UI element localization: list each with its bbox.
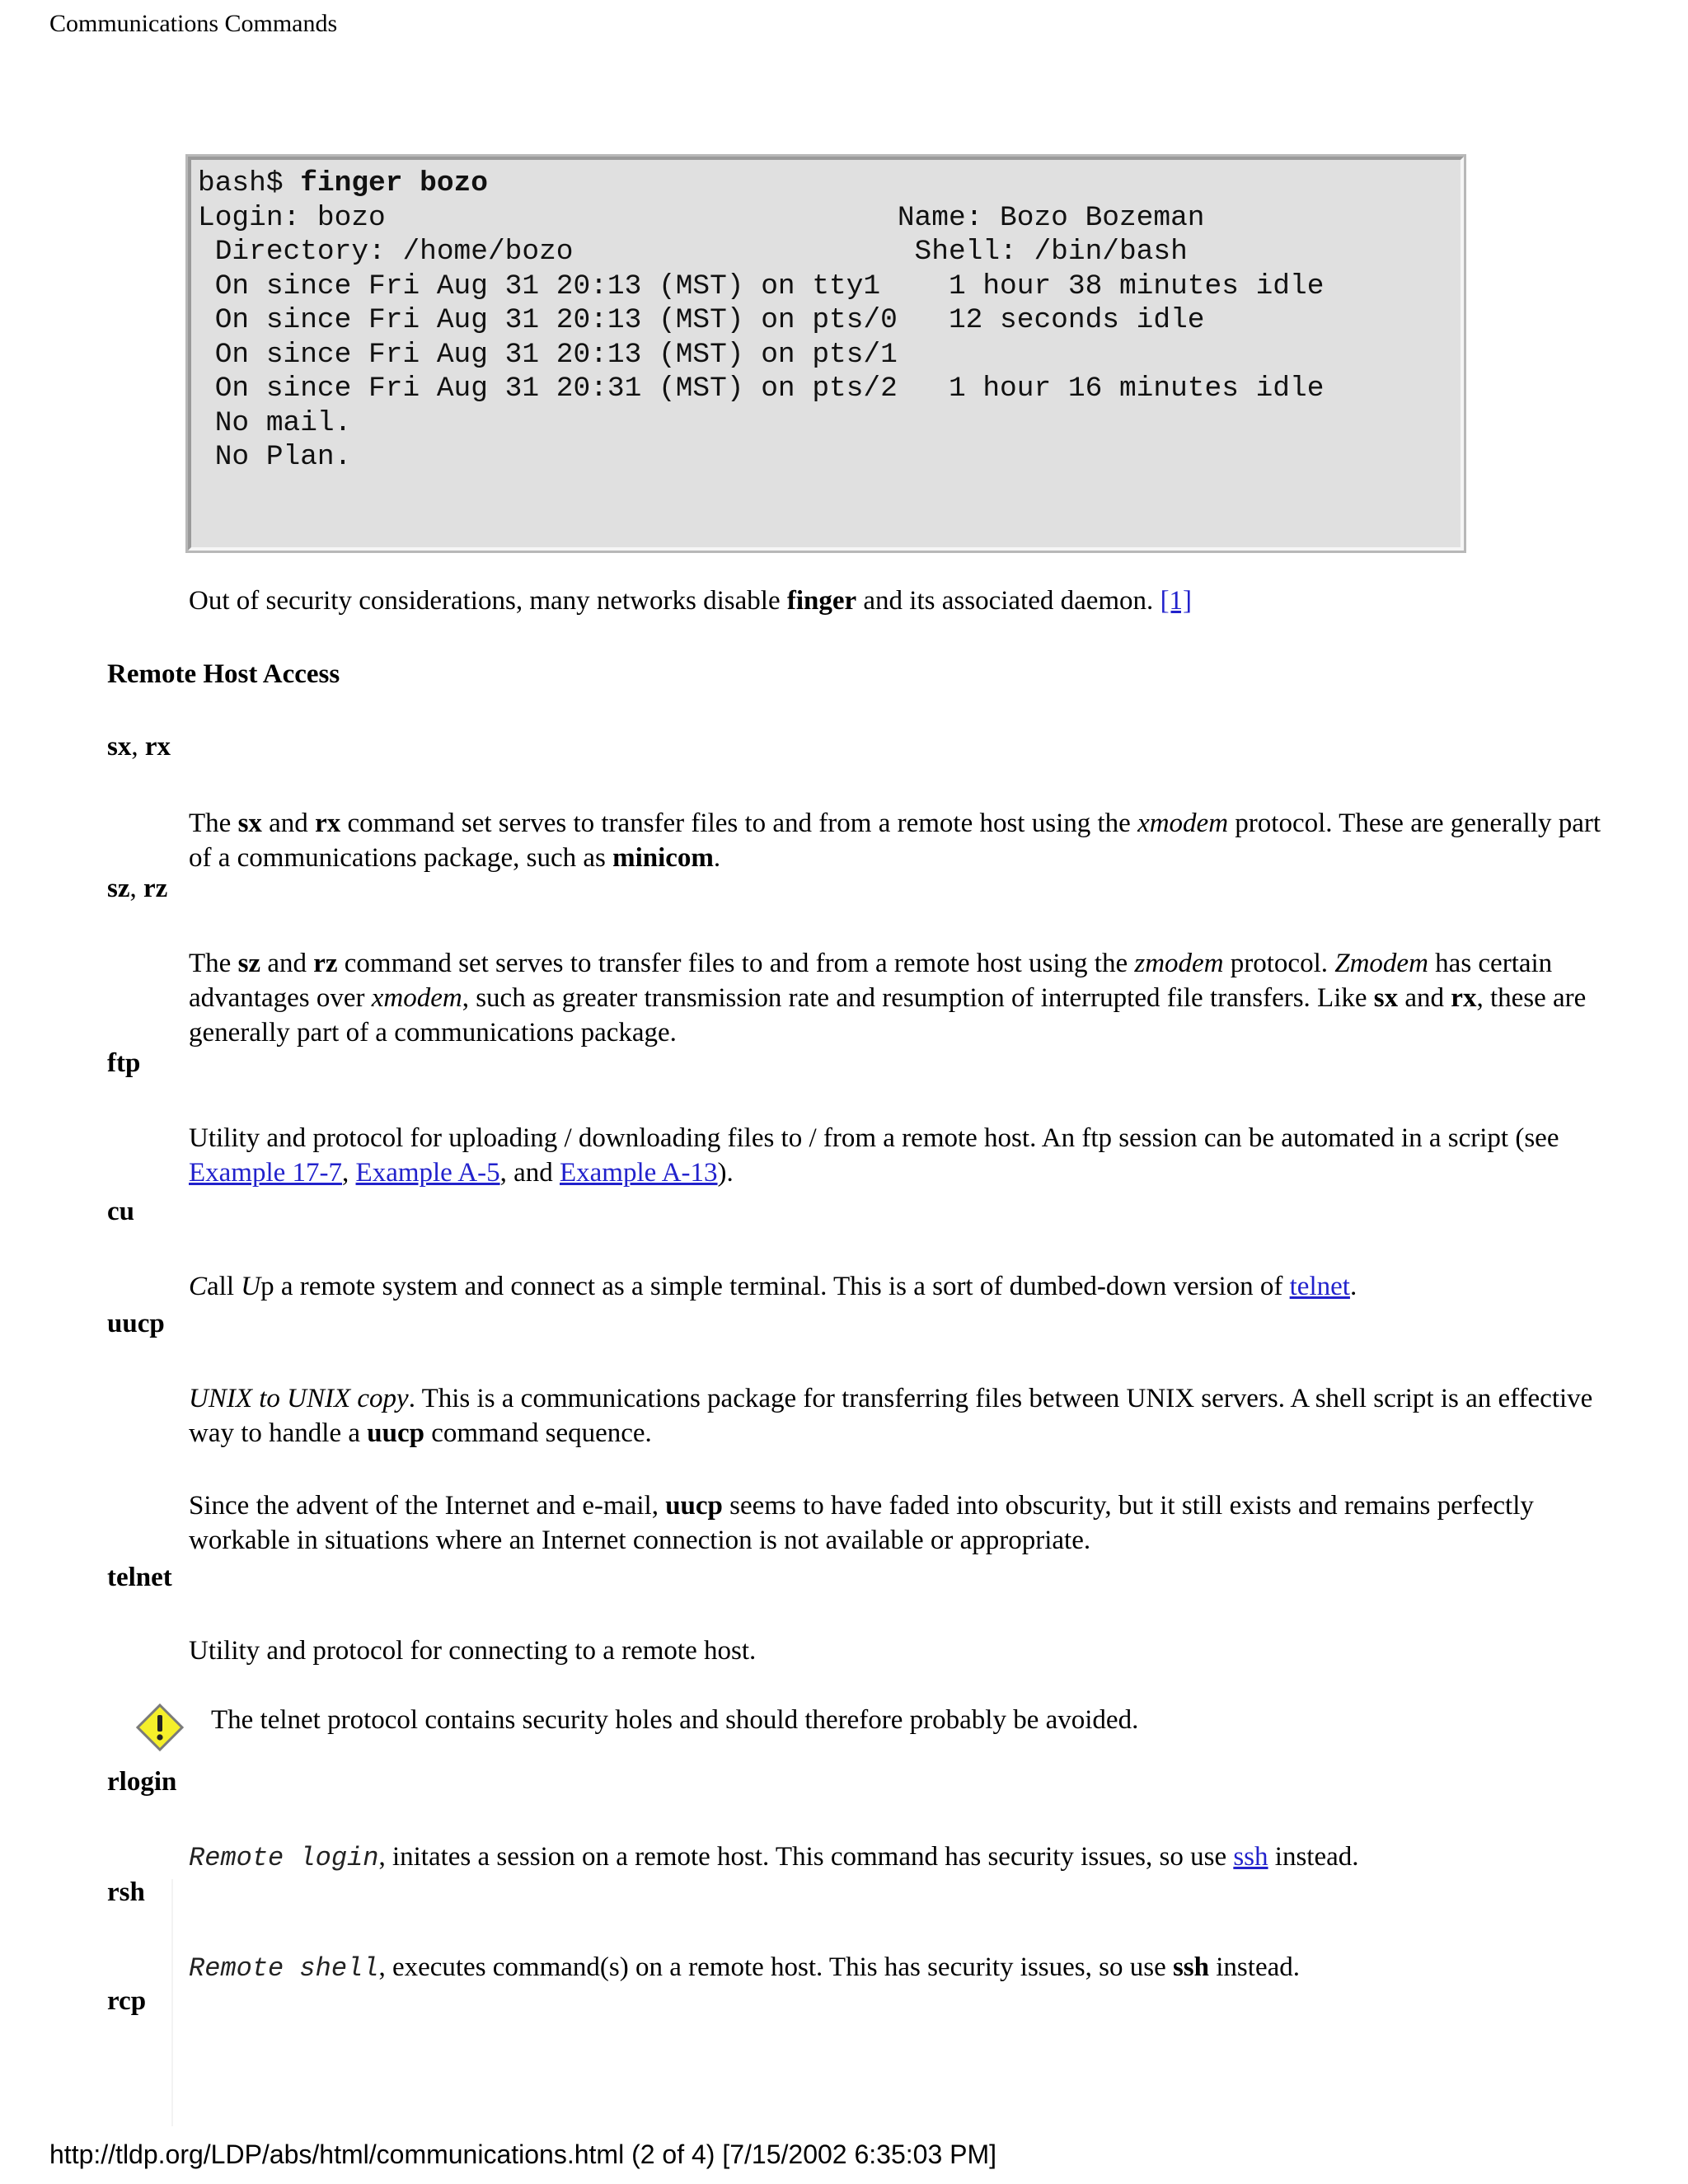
telnet-description: Utility and protocol for connecting to a remote host. bbox=[189, 1636, 757, 1666]
page-header: Communications Commands bbox=[49, 10, 338, 37]
example-a-13-link[interactable]: Example A-13 bbox=[559, 1158, 718, 1188]
sz-rz-description: The sz and rz command set serves to transfer files to and from a remote host using the zmodem protocol. Zmodem has certain advantages over xmodem, such as greater transmission rate and resumption of interrupted file transfers. Like sx and rx, these are generally part of a communications package. bbox=[189, 949, 1587, 1047]
margin-shade bbox=[171, 1879, 173, 2126]
terminal-line: Login: bozo Name: Bozo Bozeman bbox=[198, 201, 1205, 234]
ssh-link[interactable]: ssh bbox=[1233, 1842, 1268, 1872]
terminal-line: No Plan. bbox=[198, 441, 352, 473]
term-cu: cu bbox=[107, 1197, 134, 1226]
ftp-description: Utility and protocol for uploading / downloading files to / from a remote host. An ftp session can be automated in a script (see Example 17-7, Example A-5, and Example A-13). bbox=[189, 1123, 1559, 1188]
uucp-history: Since the advent of the Internet and e-mail, uucp seems to have faded into obscurity, but it still exists and remains perfectly workable in situations where an Internet connection is not available or appropriate. bbox=[189, 1491, 1534, 1555]
term-ftp: ftp bbox=[107, 1048, 141, 1078]
terminal-line: Directory: /home/bozo Shell: /bin/bash bbox=[198, 236, 1188, 268]
terminal-line: On since Fri Aug 31 20:13 (MST) on pts/0 12 seconds idle bbox=[198, 304, 1205, 336]
terminal-line: On since Fri Aug 31 20:13 (MST) on pts/1 bbox=[198, 338, 898, 371]
term-uucp: uucp bbox=[107, 1309, 165, 1338]
term-rcp: rcp bbox=[107, 1986, 147, 2016]
security-note: Out of security considerations, many networks disable finger and its associated daemon. [1] bbox=[189, 586, 1193, 616]
term-sz-rz: sz, rz bbox=[107, 874, 168, 903]
cu-description: Call Up a remote system and connect as a simple terminal. This is a sort of dumbed-down version of telnet. bbox=[189, 1272, 1357, 1301]
terminal-command: finger bozo bbox=[300, 167, 488, 199]
rsh-description: Remote shell, executes command(s) on a remote host. This has security issues, so use ssh instead. bbox=[189, 1952, 1300, 1984]
term-telnet: telnet bbox=[107, 1563, 172, 1592]
terminal-output-box bbox=[188, 157, 1464, 551]
term-rlogin: rlogin bbox=[107, 1767, 177, 1797]
footnote-link[interactable]: [1] bbox=[1160, 586, 1193, 616]
uucp-description: UNIX to UNIX copy. This is a communications package for transferring files between UNIX servers. A shell script is an effective way to handle a uucp command sequence. bbox=[189, 1384, 1593, 1448]
term-sx-rx: sx, rx bbox=[107, 732, 171, 762]
example-17-7-link[interactable]: Example 17-7 bbox=[189, 1158, 343, 1188]
sx-rx-description: The sx and rx command set serves to transfer files to and from a remote host using the xmodem protocol. These are generally part of a communications package, such as minicom. bbox=[189, 808, 1601, 873]
section-title: Remote Host Access bbox=[107, 659, 340, 689]
terminal-line: No mail. bbox=[198, 406, 352, 439]
terminal-line: On since Fri Aug 31 20:31 (MST) on pts/2 1 hour 16 minutes idle bbox=[198, 373, 1325, 405]
rlogin-description: Remote login, initates a session on a remote host. This command has security issues, so use ssh instead. bbox=[189, 1842, 1359, 1873]
term-rsh: rsh bbox=[107, 1877, 145, 1907]
example-a-5-link[interactable]: Example A-5 bbox=[355, 1158, 500, 1188]
terminal-prompt: bash$ bbox=[198, 167, 301, 199]
terminal-line: On since Fri Aug 31 20:13 (MST) on tty1 1 hour 38 minutes idle bbox=[198, 269, 1325, 302]
telnet-warning: The telnet protocol contains security holes and should therefore probably be avoided. bbox=[211, 1705, 1139, 1735]
terminal-text bbox=[191, 160, 1461, 481]
warning-icon bbox=[135, 1703, 185, 1752]
telnet-link[interactable]: telnet bbox=[1289, 1272, 1350, 1301]
page-footer-url: http://tldp.org/LDP/abs/html/communications.html (2 of 4) [7/15/2002 6:35:03 PM] bbox=[49, 2139, 997, 2169]
